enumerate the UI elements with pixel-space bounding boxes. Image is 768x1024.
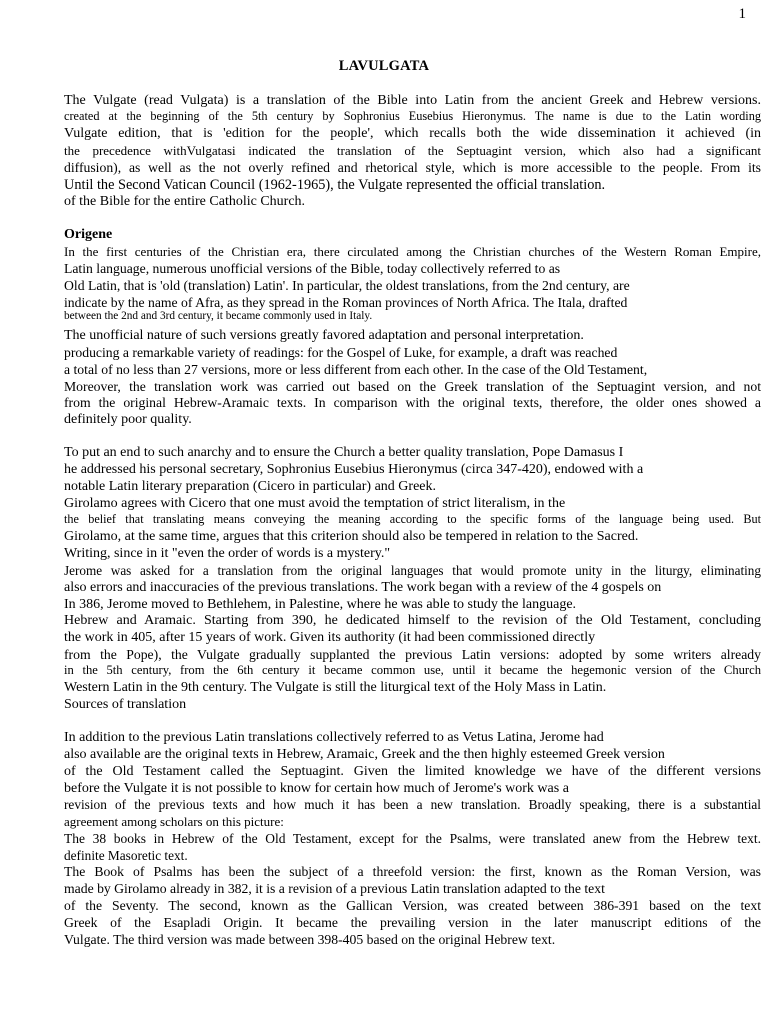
body-text-line: a total of no less than 27 versions, more or less different from each other. In the case of the Old Testament, bbox=[64, 362, 648, 377]
body-text-line: producing a remarkable variety of readings: for the Gospel of Luke, for example, a draft was reached bbox=[64, 345, 618, 360]
body-text-line: Jerome was asked for a translation from the original languages that would promote unity in the liturgy, eliminating bbox=[64, 563, 761, 578]
body-text-line: he addressed his personal secretary, Sophronius Eusebius Hieronymus (circa 347-420), endowed with a bbox=[64, 462, 644, 477]
body-text-line: definitely poor quality. bbox=[64, 412, 192, 427]
body-text-line: The Vulgate (read Vulgata) is a translation of the Bible into Latin from the ancient Greek and Hebrew versions. bbox=[64, 93, 761, 108]
body-text-line: Girolamo agrees with Cicero that one must avoid the temptation of strict literalism, in the bbox=[64, 496, 566, 511]
body-text-line: The unofficial nature of such versions greatly favored adaptation and personal interpretation. bbox=[64, 328, 584, 343]
body-text-line: the work in 405, after 15 years of work. Given its authority (it had been commissioned directly bbox=[64, 630, 596, 645]
body-text-line: the belief that translating means conveying the meaning according to the specific forms of the language being used. But bbox=[64, 512, 761, 526]
body-text-line: the precedence withVulgatasi indicated the translation of the Septuagint version, which also had a significant bbox=[64, 143, 761, 158]
body-text-line: Greek of the Esapladi Origin. It became the prevailing version in the later manuscript editions of the bbox=[64, 915, 761, 930]
body-text-line: Vulgate edition, that is 'edition for the people', which recalls both the wide dissemination it achieved (in bbox=[64, 126, 761, 141]
body-text-line: The 38 books in Hebrew of the Old Testament, except for the Psalms, were translated anew from the Hebrew text. bbox=[64, 831, 761, 846]
body-text-line: In 386, Jerome moved to Bethlehem, in Palestine, where he was able to study the language. bbox=[64, 597, 577, 612]
body-text-line: also available are the original texts in Hebrew, Aramaic, Greek and the then highly esteemed Greek version bbox=[64, 747, 665, 762]
body-text-line: definite Masoretic text. bbox=[64, 848, 188, 863]
body-text-line: of the Seventy. The second, known as the Gallican Version, was created between 386-391 based on the text bbox=[64, 898, 761, 913]
body-text-line: agreement among scholars on this picture: bbox=[64, 814, 284, 829]
body-text-line: The Book of Psalms has been the subject of a threefold version: the first, known as the Roman Version, was bbox=[64, 864, 761, 879]
document-title: LAVULGATA bbox=[338, 58, 430, 74]
body-text-line: Writing, since in it "even the order of words is a mystery." bbox=[64, 546, 391, 561]
body-text-line: also errors and inaccuracies of the previous translations. The work began with a review of the 4 gospels on bbox=[64, 580, 662, 595]
body-text-line: before the Vulgate it is not possible to know for certain how much of Jerome's work was a bbox=[64, 781, 569, 796]
body-text-line: created at the beginning of the 5th century by Sophronius Eusebius Hieronymus. The name is due to the Latin wording bbox=[64, 109, 761, 123]
body-text-line: indicate by the name of Afra, as they spread in the Roman provinces of North Africa. The Itala, drafted bbox=[64, 295, 628, 310]
body-text-line: In addition to the previous Latin translations collectively referred to as Vetus Latina, Jerome had bbox=[64, 730, 604, 745]
body-text-line: from the Pope), the Vulgate gradually supplanted the previous Latin versions: adopted by some writers already bbox=[64, 647, 761, 662]
section-heading-origins: Origene bbox=[64, 227, 113, 242]
body-text-line: Old Latin, that is 'old (translation) Latin'. In particular, the oldest translations, from the 2nd century, are bbox=[64, 278, 630, 293]
body-text-line: Girolamo, at the same time, argues that this criterion should also be tempered in relation to the Sacred. bbox=[64, 529, 639, 544]
body-text-line: revision of the previous texts and how much it has been a new translation. Broadly speaking, there is a substantial bbox=[64, 797, 761, 812]
body-text-line: of the Old Testament called the Septuagint. Given the limited knowledge we have of the different versions bbox=[64, 764, 761, 779]
body-text-line: of the Bible for the entire Catholic Church. bbox=[64, 194, 306, 209]
body-text-line: notable Latin literary preparation (Cicero in particular) and Greek. bbox=[64, 479, 436, 494]
body-text-line: Hebrew and Aramaic. Starting from 390, he dedicated himself to the revision of the Old Testament, concluding bbox=[64, 613, 761, 628]
body-text-line: between the 2nd and 3rd century, it became commonly used in Italy. bbox=[64, 310, 373, 322]
body-text-line: made by Girolamo already in 382, it is a revision of a previous Latin translation adapted to the text bbox=[64, 881, 605, 896]
body-text-line: Sources of translation bbox=[64, 697, 187, 712]
body-text-line: Moreover, the translation work was carried out based on the Greek translation of the Septuagint version, and not bbox=[64, 379, 761, 394]
body-text-line: Latin language, numerous unofficial versions of the Bible, today collectively referred to as bbox=[64, 261, 561, 276]
body-text-line: Until the Second Vatican Council (1962-1965), the Vulgate represented the official translation. bbox=[64, 177, 606, 193]
body-text-line: Vulgate. The third version was made between 398-405 based on the original Hebrew text. bbox=[64, 932, 556, 947]
body-text-line: To put an end to such anarchy and to ensure the Church a better quality translation, Pope Damasus I bbox=[64, 445, 624, 460]
page-number: 1 bbox=[738, 6, 746, 22]
body-text-line: diffusion), as well as the not overly refined and rhetorical style, which is more accessible to the people. From its bbox=[64, 160, 761, 175]
body-text-line: in the 5th century, from the 6th century it became common use, until it became the hegemonic version of the Church bbox=[64, 663, 761, 677]
body-text-line: Western Latin in the 9th century. The Vulgate is still the liturgical text of the Holy Mass in Latin. bbox=[64, 680, 607, 695]
body-text-line: from the original Hebrew-Aramaic texts. In comparison with the original texts, therefore, the older ones showed a bbox=[64, 395, 761, 410]
body-text-line: In the first centuries of the Christian era, there circulated among the Christian churches of the Western Roman Empire, bbox=[64, 244, 761, 259]
